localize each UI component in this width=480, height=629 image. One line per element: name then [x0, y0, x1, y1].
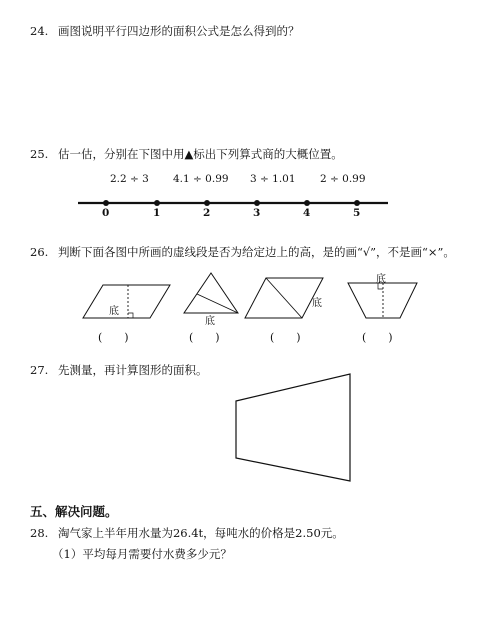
- sub-question-1: （1）平均每月需要付水费多少元？: [52, 547, 232, 561]
- answer-blank-1[interactable]: ( ): [98, 331, 129, 344]
- base-label: 底: [109, 306, 119, 317]
- question-text: 先测量，再计算图形的面积。: [57, 363, 208, 377]
- expression-2: 4.1 ÷ 0.99: [173, 173, 229, 185]
- tick-label-1: 1: [153, 207, 161, 219]
- section-title: 五、解决问题。: [30, 504, 118, 519]
- base-label: 底: [205, 316, 215, 327]
- question-text: 估一估，分别在下图中用▲标出下列算式商的大概位置。: [57, 147, 343, 161]
- tick-label-3: 3: [253, 207, 261, 219]
- answer-blank-4[interactable]: ( ): [362, 331, 393, 344]
- expression-1: 2.2 ÷ 3: [110, 173, 149, 185]
- question-text: 淘气家上半年用水量为26.4t，每吨水的价格是2.50元。: [57, 526, 344, 540]
- base-label: 底: [376, 274, 386, 285]
- question-text: 画图说明平行四边形的面积公式是怎么得到的？: [57, 24, 300, 38]
- tick-label-5: 5: [353, 207, 361, 219]
- expression-3: 3 ÷ 1.01: [250, 173, 296, 185]
- question-number: 24.: [30, 24, 49, 38]
- trapezoid-shape: [236, 374, 350, 481]
- expression-4: 2 ÷ 0.99: [320, 173, 366, 185]
- question-number: 25.: [30, 147, 49, 161]
- tick-label-2: 2: [203, 207, 211, 219]
- question-number: 26.: [30, 245, 49, 259]
- base-label: 底: [312, 298, 322, 309]
- question-number: 28.: [30, 526, 49, 540]
- answer-blank-2[interactable]: ( ): [189, 331, 220, 344]
- tick-label-4: 4: [303, 207, 311, 219]
- question-number: 27.: [30, 363, 49, 377]
- answer-blank-3[interactable]: ( ): [270, 331, 301, 344]
- question-text: 判断下面各图中所画的虚线段是否为给定边上的高，是的画“√”，不是画“×”。: [57, 245, 455, 259]
- tick-label-0: 0: [102, 207, 110, 219]
- question-28: [30, 526, 344, 540]
